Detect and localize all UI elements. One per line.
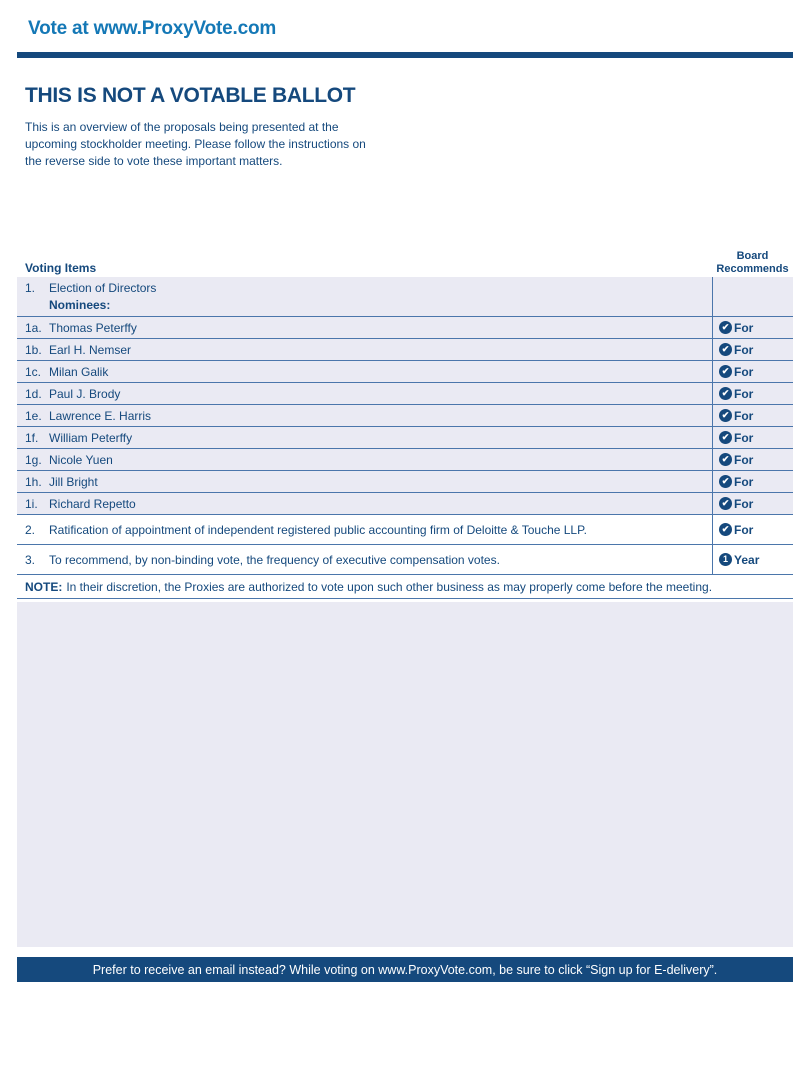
nominee-name: Paul J. Brody bbox=[49, 386, 121, 401]
recommendation-label: For bbox=[734, 522, 754, 537]
proposal-text: To recommend, by non-binding vote, the frequency of executive compensation votes. bbox=[49, 552, 500, 567]
intro-paragraph: This is an overview of the proposals being presented at the upcoming stockholder meeting. Please follow the instructions on the reverse side to vote these important matters. bbox=[25, 120, 366, 168]
note-row bbox=[17, 575, 793, 599]
recommendation-cell bbox=[712, 545, 793, 574]
row-main-cell bbox=[17, 405, 712, 426]
recommendation-cell bbox=[712, 405, 793, 426]
header-rule bbox=[17, 52, 793, 58]
nominees-label: Nominees: bbox=[49, 298, 111, 312]
proposal-text: Ratification of appointment of independent registered public accounting firm of Deloitte & Touche LLP. bbox=[49, 522, 587, 537]
check-circle-icon: ✔ bbox=[719, 523, 732, 536]
recommendation-cell bbox=[712, 361, 793, 382]
row-main-cell bbox=[17, 545, 712, 574]
recommendation-cell bbox=[712, 277, 793, 316]
recommendation-cell bbox=[712, 515, 793, 544]
board-recommends-line2: Recommends bbox=[716, 262, 789, 275]
nominee-name: Richard Repetto bbox=[49, 496, 136, 511]
voting-items-column-header: Voting Items bbox=[25, 261, 97, 275]
row-main-cell bbox=[17, 449, 712, 470]
recommendation-cell bbox=[712, 339, 793, 360]
table-row bbox=[17, 493, 793, 515]
check-circle-icon: ✔ bbox=[719, 343, 732, 356]
check-circle-icon: ✔ bbox=[719, 387, 732, 400]
check-circle-icon: ✔ bbox=[719, 497, 732, 510]
table-row bbox=[17, 471, 793, 493]
nominee-name: Lawrence E. Harris bbox=[49, 408, 152, 423]
item-number: 1c. bbox=[25, 364, 42, 379]
recommendation-label: For bbox=[734, 386, 754, 401]
table-row bbox=[17, 277, 793, 317]
table-header bbox=[17, 250, 793, 277]
item-number: 3. bbox=[25, 552, 36, 567]
item-number: 2. bbox=[25, 522, 36, 537]
table-row bbox=[17, 383, 793, 405]
check-circle-icon: ✔ bbox=[719, 409, 732, 422]
note-label: NOTE: bbox=[25, 579, 63, 594]
page-title: THIS IS NOT A VOTABLE BALLOT bbox=[25, 84, 356, 107]
check-circle-icon: ✔ bbox=[719, 431, 732, 444]
recommendation-cell bbox=[712, 427, 793, 448]
item-number: 1d. bbox=[25, 386, 42, 401]
table-row bbox=[17, 405, 793, 427]
row-main-cell bbox=[17, 493, 712, 514]
item-number: 1g. bbox=[25, 452, 42, 467]
edelivery-footer-banner bbox=[17, 957, 793, 982]
table-row bbox=[17, 427, 793, 449]
table-row bbox=[17, 339, 793, 361]
recommendation-cell bbox=[712, 383, 793, 404]
recommendation-label: For bbox=[734, 474, 754, 489]
check-circle-icon: ✔ bbox=[719, 321, 732, 334]
row-main-cell bbox=[17, 471, 712, 492]
check-circle-icon: ✔ bbox=[719, 475, 732, 488]
table-row bbox=[17, 361, 793, 383]
item-number: 1f. bbox=[25, 430, 39, 445]
nominee-name: Jill Bright bbox=[49, 474, 98, 489]
table-row bbox=[17, 317, 793, 339]
proxyvote-header-title: Vote at www.ProxyVote.com bbox=[28, 18, 277, 39]
recommendation-label: For bbox=[734, 452, 754, 467]
recommendation-cell bbox=[712, 449, 793, 470]
table-row bbox=[17, 515, 793, 545]
table-row bbox=[17, 545, 793, 575]
nominee-name: Thomas Peterffy bbox=[49, 320, 137, 335]
recommendation-label: For bbox=[734, 496, 754, 511]
item-number: 1e. bbox=[25, 408, 42, 423]
recommendation-label: For bbox=[734, 430, 754, 445]
nominee-name: William Peterffy bbox=[49, 430, 133, 445]
recommendation-label: For bbox=[734, 364, 754, 379]
one-circle-icon: 1 bbox=[719, 553, 732, 566]
voting-items-table bbox=[17, 277, 793, 599]
note-text: In their discretion, the Proxies are authorized to vote upon such other business as may properly come before the meeting. bbox=[66, 579, 713, 594]
recommendation-cell bbox=[712, 471, 793, 492]
row-main-cell bbox=[17, 383, 712, 404]
item-text bbox=[49, 281, 156, 312]
ballot-page bbox=[0, 18, 810, 1066]
nominee-name: Earl H. Nemser bbox=[49, 342, 132, 357]
item-number: 1i. bbox=[25, 496, 38, 511]
nominee-name: Nicole Yuen bbox=[49, 452, 113, 467]
empty-ballot-area bbox=[17, 602, 793, 947]
recommendation-label: Year bbox=[734, 552, 760, 567]
check-circle-icon: ✔ bbox=[719, 365, 732, 378]
item-title: Election of Directors bbox=[49, 281, 157, 295]
item-number: 1b. bbox=[25, 342, 42, 357]
board-recommends-column-header bbox=[712, 250, 793, 275]
recommendation-cell bbox=[712, 317, 793, 338]
row-main-cell bbox=[17, 317, 712, 338]
row-main-cell bbox=[17, 277, 712, 316]
item-number: 1h. bbox=[25, 474, 42, 489]
recommendation-label: For bbox=[734, 342, 754, 357]
edelivery-footer-text: Prefer to receive an email instead? While voting on www.ProxyVote.com, be sure to click “Sign up for E-delivery”. bbox=[92, 962, 718, 977]
nominee-name: Milan Galik bbox=[49, 364, 109, 379]
row-main-cell bbox=[17, 427, 712, 448]
check-circle-icon: ✔ bbox=[719, 453, 732, 466]
row-main-cell bbox=[17, 515, 712, 544]
recommendation-label: For bbox=[734, 320, 754, 335]
table-row bbox=[17, 449, 793, 471]
row-main-cell bbox=[17, 361, 712, 382]
item-number: 1a. bbox=[25, 320, 42, 335]
item-number: 1. bbox=[25, 281, 36, 295]
row-main-cell bbox=[17, 339, 712, 360]
board-recommends-line1: Board bbox=[736, 250, 769, 262]
recommendation-label: For bbox=[734, 408, 754, 423]
recommendation-cell bbox=[712, 493, 793, 514]
